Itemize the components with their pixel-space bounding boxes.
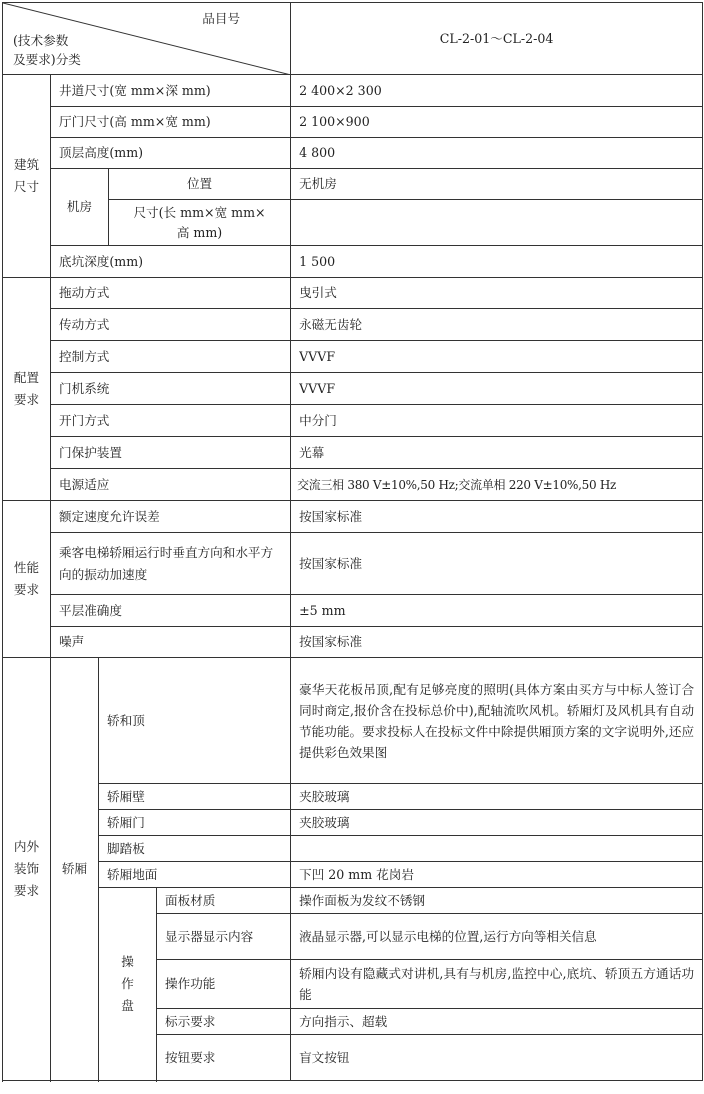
row-label: 噪声 [51,627,291,658]
row-value: ±5 mm [291,595,703,627]
row-value: 按国家标准 [291,501,703,533]
operation-panel-label: 操 作 盘 [99,888,157,1081]
row-label: 顶层高度(mm) [51,138,291,169]
machine-room-size-label: 尺寸(长 mm×宽 mm× 高 mm) [109,200,291,246]
row-value [291,836,703,862]
row-value: 2 400×2 300 [291,75,703,107]
category-performance: 性能 要求 [3,501,51,658]
header-diagonal-cell [3,3,291,75]
header-category-label: (技术参数 及要求)分类 [13,33,81,67]
row-value: 夹胶玻璃 [291,810,703,836]
row-label: 乘客电梯轿厢运行时垂直方向和水平方向的振动加速度 [51,533,291,595]
row-value: 盲文按钮 [291,1035,703,1081]
category-building: 建筑 尺寸 [3,75,51,278]
row-value: 夹胶玻璃 [291,784,703,810]
row-value: 按国家标准 [291,533,703,595]
row-label: 门机系统 [51,373,291,405]
row-value: 光幕 [291,437,703,469]
machine-room-position-label: 位置 [109,169,291,200]
machine-room-label: 机房 [51,169,109,246]
row-value: 液晶显示器,可以显示电梯的位置,运行方向等相关信息 [291,914,703,960]
pit-depth-value: 1 500 [291,246,703,278]
row-label: 轿厢门 [99,810,291,836]
row-value: VVVF [291,341,703,373]
row-label: 控制方式 [51,341,291,373]
row-label: 开门方式 [51,405,291,437]
row-value: 永磁无齿轮 [291,309,703,341]
row-value: 交流三相 380 V±10%,50 Hz;交流单相 220 V±10%,50 Hz [291,469,703,501]
row-label: 标示要求 [157,1009,291,1035]
row-value: 2 100×900 [291,107,703,138]
row-label: 平层准确度 [51,595,291,627]
row-label: 操作功能 [157,960,291,1009]
row-label: 传动方式 [51,309,291,341]
row-label: 额定速度允许误差 [51,501,291,533]
row-label: 拖动方式 [51,278,291,309]
row-value: VVVF [291,373,703,405]
pit-depth-label: 底坑深度(mm) [51,246,291,278]
header-item-number: 品目号 [202,11,241,26]
ceiling-label: 轿和顶 [99,658,291,784]
row-label: 门保护装置 [51,437,291,469]
row-label: 显示器显示内容 [157,914,291,960]
row-value: 4 800 [291,138,703,169]
row-label: 按钮要求 [157,1035,291,1081]
car-label: 轿厢 [51,658,99,1081]
row-value: 按国家标准 [291,627,703,658]
ceiling-value: 豪华天花板吊顶,配有足够亮度的照明(具体方案由买方与中标人签订合同时商定,报价含在投标总价中),配轴流吹风机。轿厢灯及风机具有自动节能功能。要求投标人在投标文件中除提供厢顶方案的文字说明外,还应提供彩色效果图 [291,658,703,784]
spec-table [2,2,703,1081]
row-label: 轿厢地面 [99,862,291,888]
row-value: 轿厢内设有隐藏式对讲机,具有与机房,监控中心,底坑、轿顶五方通话功能 [291,960,703,1009]
row-value: 中分门 [291,405,703,437]
category-decoration: 内外 装饰 要求 [3,658,51,1081]
row-label: 面板材质 [157,888,291,914]
row-value: 操作面板为发纹不锈钢 [291,888,703,914]
machine-room-size-value [291,200,703,246]
row-label: 井道尺寸(宽 mm×深 mm) [51,75,291,107]
row-value: 下凹 20 mm 花岗岩 [291,862,703,888]
category-config: 配置 要求 [3,278,51,501]
row-label: 脚踏板 [99,836,291,862]
machine-room-position-value: 无机房 [291,169,703,200]
header-value: CL-2-01～CL-2-04 [291,3,703,75]
row-label: 轿厢壁 [99,784,291,810]
row-label: 电源适应 [51,469,291,501]
row-value: 方向指示、超载 [291,1009,703,1035]
row-label: 厅门尺寸(高 mm×宽 mm) [51,107,291,138]
row-value: 曳引式 [291,278,703,309]
